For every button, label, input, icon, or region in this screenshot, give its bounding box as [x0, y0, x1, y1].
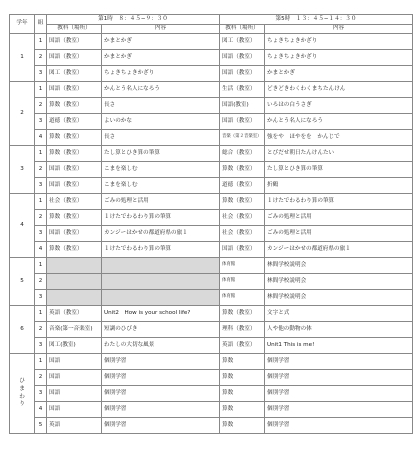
table-row: [10, 354, 413, 370]
table-row: [10, 322, 413, 338]
class-cell: 2: [35, 162, 47, 178]
class-cell: 1: [35, 354, 47, 370]
class-cell: 2: [35, 274, 47, 290]
period5-content-cell: とびだせ朝日たんけんたい: [265, 146, 413, 162]
period1-subject-cell: 図工（教室）: [47, 66, 102, 82]
table-row: [10, 386, 413, 402]
table-row: [10, 66, 413, 82]
table-row: [10, 98, 413, 114]
period5-subject-cell: 算数: [220, 370, 265, 386]
period5-subject-cell: 道徳（教室）: [220, 178, 265, 194]
class-cell: 4: [35, 402, 47, 418]
period5-subject-header: 教科（場所）: [220, 25, 265, 34]
period5-content-cell: １けたでわるわり算の筆算: [265, 194, 413, 210]
table-row: [10, 418, 413, 434]
period1-content-cell: かんとう名人になろう: [102, 82, 220, 98]
class-cell: 2: [35, 50, 47, 66]
period1-content-cell: ごみの処理と活用: [102, 194, 220, 210]
period5-subject-cell: 国語（教室）: [220, 114, 265, 130]
period5-content-cell: どきどきわくわくまちたんけん: [265, 82, 413, 98]
period5-subject-cell: 総合（教室）: [220, 146, 265, 162]
period5-subject-cell: 国語（教室）: [220, 50, 265, 66]
period1-content-cell: 長さ: [102, 98, 220, 114]
period5-content-cell: 個別学習: [265, 386, 413, 402]
period5-content-cell: 林間学校説明会: [265, 258, 413, 274]
period5-content-cell: 個別学習: [265, 402, 413, 418]
period1-subject-cell: [47, 258, 102, 274]
period5-content-cell: 強をや ほやをを かんじで: [265, 130, 413, 146]
period5-content-cell: たし算とひき算の筆算: [265, 162, 413, 178]
period5-content-cell: 林間学校説明会: [265, 290, 413, 306]
grade-char: わ: [19, 393, 25, 400]
period1-content-cell: 長さ: [102, 130, 220, 146]
grade-char: ま: [19, 385, 25, 392]
class-cell: 1: [35, 194, 47, 210]
period5-subject-cell: 国語(教室): [220, 98, 265, 114]
period1-content-cell: 個別学習: [102, 354, 220, 370]
period1-subject-cell: 国語: [47, 354, 102, 370]
class-cell: 4: [35, 242, 47, 258]
period5-content-cell: 個別学習: [265, 418, 413, 434]
period5-content-cell: 個別学習: [265, 354, 413, 370]
class-cell: 1: [35, 258, 47, 274]
period1-content-cell: こまを楽しむ: [102, 162, 220, 178]
period1-subject-cell: 国語（教室）: [47, 178, 102, 194]
table-row: [10, 162, 413, 178]
class-cell: 3: [35, 386, 47, 402]
period1-content-cell: ちょきちょきかざり: [102, 66, 220, 82]
grade-cell: [10, 354, 35, 434]
period5-content-cell: カンジーはかせの都道府県の旅１: [265, 242, 413, 258]
period1-subject-cell: 国語: [47, 370, 102, 386]
period5-subject-cell: 算数: [220, 402, 265, 418]
period5-subject-cell: 算数: [220, 354, 265, 370]
period1-subject-cell: 音楽(第一音楽室): [47, 322, 102, 338]
period1-subject-cell: 算数（教室）: [47, 130, 102, 146]
period5-subject-cell: 算数（教室）: [220, 306, 265, 322]
period1-subject-cell: 国語（教室）: [47, 226, 102, 242]
table-row: [10, 370, 413, 386]
table-row: [10, 402, 413, 418]
period1-content-cell: わたしの大切な風景: [102, 338, 220, 354]
grade-char: ひ: [19, 378, 25, 385]
class-cell: 2: [35, 322, 47, 338]
period5-content-cell: ちょきちょきかざり: [265, 34, 413, 50]
class-cell: 5: [35, 418, 47, 434]
period1-subject-header: 教科（場所）: [47, 25, 102, 34]
table-row: [10, 82, 413, 98]
period1-content-cell: 短調のひびき: [102, 322, 220, 338]
table-row: [10, 290, 413, 306]
period5-subject-cell: 理科（教室）: [220, 322, 265, 338]
period5-content-cell: 人や他の動物の体: [265, 322, 413, 338]
class-cell: 1: [35, 82, 47, 98]
table-row: [10, 226, 413, 242]
class-cell: 3: [35, 338, 47, 354]
period5-content-cell: かんとう名人になろう: [265, 114, 413, 130]
period1-subject-cell: 英語: [47, 418, 102, 434]
class-cell: 2: [35, 98, 47, 114]
class-cell: 1: [35, 146, 47, 162]
period5-subject-cell: 国語（教室）: [220, 66, 265, 82]
grade-char: り: [19, 401, 25, 408]
period5-subject-cell: 図工（教室）: [220, 34, 265, 50]
period5-subject-cell: 算数（教室）: [220, 194, 265, 210]
period1-subject-cell: 算数（教室）: [47, 146, 102, 162]
period1-subject-cell: 英語（教室）: [47, 306, 102, 322]
period1-subject-cell: 国語: [47, 402, 102, 418]
class-cell: 3: [35, 178, 47, 194]
period1-subject-cell: 国語（教室）: [47, 82, 102, 98]
class-cell: 4: [35, 130, 47, 146]
grade-cell: 4: [10, 194, 35, 258]
class-header: 組: [35, 15, 47, 34]
table-row: [10, 258, 413, 274]
period5-content-cell: 折鶴: [265, 178, 413, 194]
class-cell: 2: [35, 370, 47, 386]
period1-content-cell: [102, 274, 220, 290]
period1-content-cell: 個別学習: [102, 370, 220, 386]
table-row: [10, 130, 413, 146]
grade-cell: 2: [10, 82, 35, 146]
period1-content-cell: よいのかな: [102, 114, 220, 130]
period1-content-header: 内容: [102, 25, 220, 34]
period1-content-cell: [102, 258, 220, 274]
period5-content-cell: 林間学校説明会: [265, 274, 413, 290]
period1-content-cell: かまとかぎ: [102, 50, 220, 66]
period1-subject-cell: 算数（教室）: [47, 242, 102, 258]
period5-content-header: 内容: [265, 25, 413, 34]
table-row: [10, 50, 413, 66]
period5-content-cell: 文字と式: [265, 306, 413, 322]
class-cell: 3: [35, 114, 47, 130]
table-row: [10, 34, 413, 50]
period5-subject-cell: 生活（教室）: [220, 82, 265, 98]
period5-subject-cell: 音楽（第２音楽室）: [220, 130, 265, 146]
period1-content-cell: カンジーはかせの都道府県の旅１: [102, 226, 220, 242]
class-cell: 3: [35, 226, 47, 242]
grade-cell: 3: [10, 146, 35, 194]
period5-subject-cell: 体育館: [220, 258, 265, 274]
period1-subject-cell: [47, 290, 102, 306]
period1-content-cell: 個別学習: [102, 418, 220, 434]
period5-subject-cell: 算数（教室）: [220, 162, 265, 178]
period1-content-cell: 個別学習: [102, 402, 220, 418]
period1-subject-cell: 算数（教室）: [47, 210, 102, 226]
table-row: [10, 210, 413, 226]
period1-subject-cell: 国語（教室）: [47, 162, 102, 178]
period5-subject-cell: 社会（教室）: [220, 210, 265, 226]
period5-content-cell: 個別学習: [265, 370, 413, 386]
period1-subject-cell: 国語（教室）: [47, 50, 102, 66]
period1-content-cell: Unit2 How is your school life?: [102, 306, 220, 322]
period1-content-cell: １けたでわるわり算の筆算: [102, 210, 220, 226]
period1-subject-cell: 国語: [47, 386, 102, 402]
grade-cell: 5: [10, 258, 35, 306]
period5-content-cell: いろはの白うさぎ: [265, 98, 413, 114]
table-row: [10, 114, 413, 130]
table-row: [10, 146, 413, 162]
period1-subject-cell: 社会（教室）: [47, 194, 102, 210]
grade-header: 学年: [10, 15, 35, 34]
class-cell: 1: [35, 306, 47, 322]
period5-subject-cell: 体育館: [220, 290, 265, 306]
period1-content-cell: １けたでわるわり算の筆算: [102, 242, 220, 258]
table-row: [10, 242, 413, 258]
period5-header: 第5時 １３：４５−１４：３０: [220, 15, 413, 25]
table-row: [10, 178, 413, 194]
class-cell: 1: [35, 34, 47, 50]
period1-subject-cell: 道徳（教室）: [47, 114, 102, 130]
period1-content-cell: こまを楽しむ: [102, 178, 220, 194]
period5-subject-cell: 国語（教室）: [220, 242, 265, 258]
period1-subject-cell: [47, 274, 102, 290]
period1-subject-cell: 図工(教室): [47, 338, 102, 354]
period5-subject-cell: 英語（教室）: [220, 338, 265, 354]
period1-header: 第1時 ８：４５−９：３０: [47, 15, 220, 25]
period1-content-cell: [102, 290, 220, 306]
table-row: [10, 338, 413, 354]
period1-content-cell: かまとかぎ: [102, 34, 220, 50]
grade-cell: 1: [10, 34, 35, 82]
period1-content-cell: たし算とひき算の筆算: [102, 146, 220, 162]
grade-cell: 6: [10, 306, 35, 354]
period5-subject-cell: 体育館: [220, 274, 265, 290]
period5-content-cell: Unit1 This is me!: [265, 338, 413, 354]
period1-content-cell: 個別学習: [102, 386, 220, 402]
period1-subject-cell: 国語（教室）: [47, 34, 102, 50]
class-cell: 3: [35, 66, 47, 82]
period5-subject-cell: 算数: [220, 386, 265, 402]
class-cell: 3: [35, 290, 47, 306]
period5-content-cell: ごみの処理と活用: [265, 226, 413, 242]
period5-content-cell: かまとかぎ: [265, 66, 413, 82]
period5-content-cell: ごみの処理と活用: [265, 210, 413, 226]
period1-subject-cell: 算数（教室）: [47, 98, 102, 114]
table-row: [10, 274, 413, 290]
timetable: [9, 14, 413, 434]
class-cell: 2: [35, 210, 47, 226]
period5-content-cell: ちょきちょきかざり: [265, 50, 413, 66]
table-row: [10, 194, 413, 210]
period5-subject-cell: 社会（教室）: [220, 226, 265, 242]
period5-subject-cell: 算数: [220, 418, 265, 434]
table-row: [10, 306, 413, 322]
